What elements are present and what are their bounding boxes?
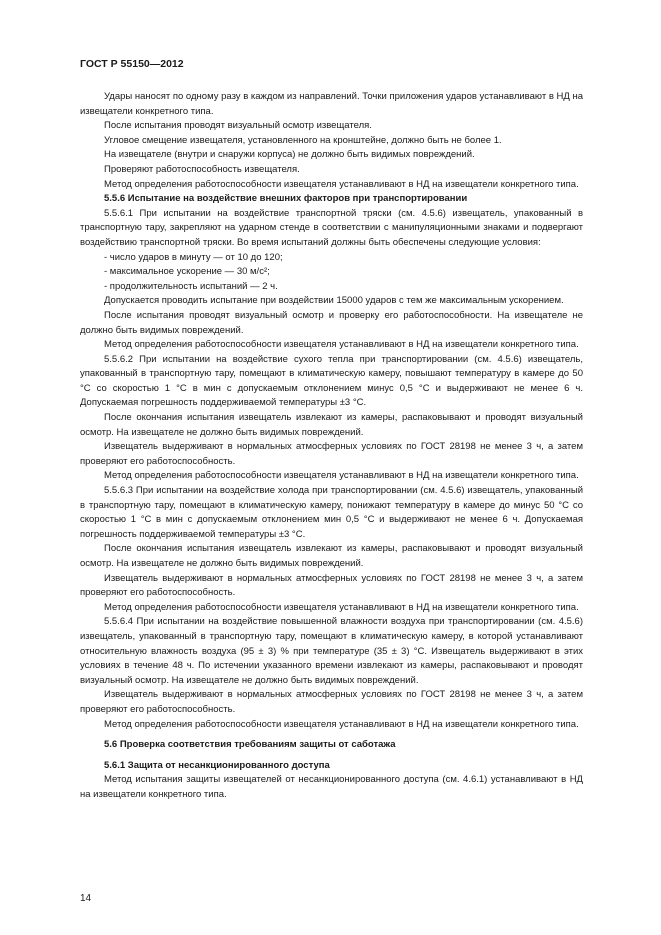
paragraph: 5.5.6.4 При испытании на воздействие повышенной влажности воздуха при транспортировании (см. 4.5.6) извещатель, упакованный в транспортную тару, помещают в климатическую камеру, в которой устанавливают относительную влажность воздуха (95 ± 3) % при температуре (35 ± 3) °С. Извещатель выдерживают в этих условиях в течение 48 ч. По истечении указанного времени извлекают из камеры, распаковывают и проводят визуальный осмотр. На извещателе не должно быть видимых повреждений. [80,616,583,686]
paragraph: Метод определения работоспособности извещателя устанавливают в НД на извещатели конкретного типа. [104,718,579,730]
paragraph: Удары наносят по одному разу в каждом из направлений. Точки приложения ударов устанавливают в НД на извещатели конкретного типа. [80,91,583,117]
paragraph: Метод определения работоспособности извещателя устанавливают в НД на извещатели конкретного типа. [104,178,579,190]
section-heading: 5.6 Проверка соответствия требованиям защиты от саботажа [104,739,396,751]
paragraph: Извещатель выдерживают в нормальных атмосферных условиях по ГОСТ 28198 не менее 3 ч, а затем проверяют его работоспособность. [80,572,583,599]
list-item: - число ударов в минуту — от 10 до 120; [104,251,283,263]
paragraph: После окончания испытания извещатель извлекают из камеры, распаковывают и проводят визуальный осмотр. На извещателе не должно быть видимых повреждений. [80,412,583,438]
section-heading: 5.6.1 Защита от несанкционированного доступа [104,759,330,771]
paragraph: Проверяют работоспособность извещателя. [104,163,300,175]
paragraph: Метод испытания защиты извещателей от несанкционированного доступа (см. 4.6.1) устанавливают в НД на извещатели конкретного типа. [80,774,583,800]
paragraph: Допускается проводить испытание при воздействии 15000 ударов с тем же максимальным ускорением. [104,295,564,307]
paragraph: 5.5.6.3 При испытании на воздействие холода при транспортировании (см. 4.5.6) извещатель, упакованный в транспортную тару, помещают в климатическую камеру, понижают температуру в камере до минус 50 °С со скоростью 1 °С в мин с допускаемым отклонением мин 0,5 °С и выдерживают не менее 6 ч. Допускаемая погрешность поддерживаемой температуры ±3 °С. [80,485,583,540]
list-item: - максимальное ускорение — 30 м/с²; [104,266,270,278]
paragraph: 5.5.6.2 При испытании на воздействие сухого тепла при транспортировании (см. 4.5.6) извещатель, упакованный в транспортную тару, помещают в климатическую камеру, повышают температуру в камере до 50 °С со скоростью 1 °С в мин с допускаемым отклонением минус 0,5 °С и выдерживают не менее 6 ч. Допускаемая погрешность поддерживаемой температуры ±3 °С. [80,353,583,409]
document-body [80,90,583,803]
paragraph: Извещатель выдерживают в нормальных атмосферных условиях по ГОСТ 28198 не менее 3 ч, а затем проверяют его работоспособность. [80,441,583,467]
paragraph: 5.5.6.1 При испытании на воздействие транспортной тряски (см. 4.5.6) извещатель, упакованный в транспортную тару, закрепляют на ударном стенде в соответствии с манипуляционными знаками и подвергают воздействию транспортной тряски. Во время испытаний должны быть обеспечены следующие условия: [80,207,583,248]
section-heading: 5.5.6 Испытание на воздействие внешних факторов при транспортировании [104,193,468,205]
document-header: ГОСТ Р 55150—2012 [80,58,184,70]
paragraph: Извещатель выдерживают в нормальных атмосферных условиях по ГОСТ 28198 не менее 3 ч, а затем проверяют его работоспособность. [80,689,583,715]
paragraph: На извещателе (внутри и снаружи корпуса) не должно быть видимых повреждений. [104,149,475,161]
paragraph: Метод определения работоспособности извещателя устанавливают в НД на извещатели конкретного типа. [104,601,579,613]
paragraph: Угловое смещение извещателя, установленного на кронштейне, должно быть не более 1. [104,134,502,146]
list-item: - продолжительность испытаний — 2 ч. [104,280,278,292]
paragraph: Метод определения работоспособности извещателя устанавливают в НД на извещатели конкретного типа. [104,339,579,351]
paragraph: После окончания испытания извещатель извлекают из камеры, распаковывают и проводят визуальный осмотр. На извещателе не должно быть видимых повреждений. [80,543,583,569]
paragraph: После испытания проводят визуальный осмотр и проверку его работоспособности. На извещателе не должно быть видимых повреждений. [80,309,583,336]
paragraph: После испытания проводят визуальный осмотр извещателя. [104,120,372,132]
paragraph: Метод определения работоспособности извещателя устанавливают в НД на извещатели конкретного типа. [104,470,579,482]
page-number: 14 [80,893,92,904]
